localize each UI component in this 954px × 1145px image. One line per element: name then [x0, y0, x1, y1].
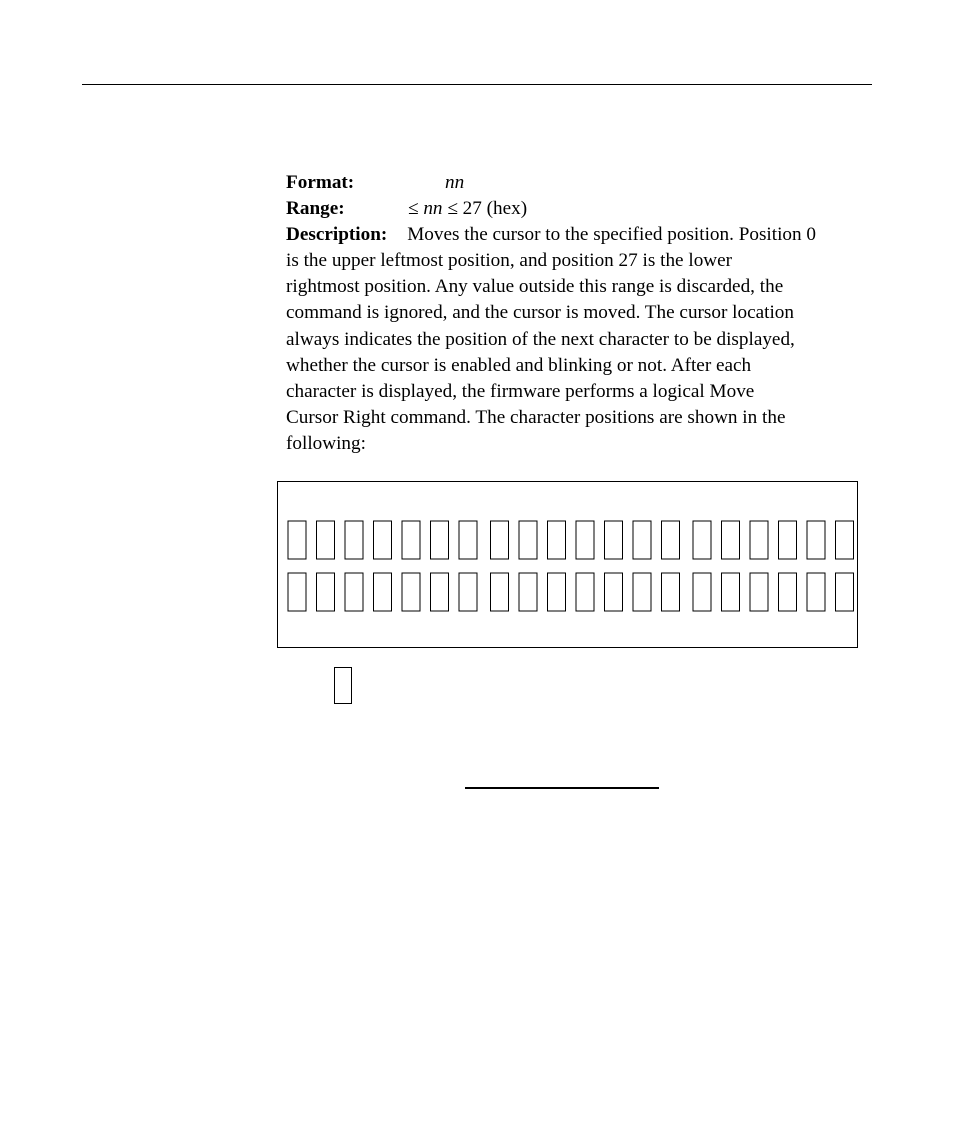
- command-fields: [286, 170, 876, 457]
- range-value: [408, 196, 527, 222]
- lcd-position-diagram: [277, 481, 858, 648]
- lcd-cell-r1-c11: [605, 573, 623, 611]
- lcd-cell-r0-c5: [431, 521, 449, 559]
- range-suffix: ≤ 27 (hex): [442, 198, 528, 220]
- lcd-cell-r0-c9: [548, 521, 566, 559]
- lcd-cell-r0-c8: [519, 521, 537, 559]
- description-label: Description:: [286, 224, 388, 246]
- range-label: Range:: [286, 198, 345, 220]
- lcd-cell-r0-c6: [459, 521, 477, 559]
- description-line-3: command is ignored, and the cursor is moved. The cursor location: [286, 302, 794, 324]
- description-line-6: character is displayed, the firmware performs a logical Move: [286, 380, 755, 402]
- format-value: nn: [445, 172, 465, 193]
- lcd-cell-r0-c1: [317, 521, 335, 559]
- lcd-cell-r1-c2: [345, 573, 363, 611]
- lcd-cell-r0-c3: [374, 521, 392, 559]
- lcd-cell-r0-c10: [576, 521, 594, 559]
- lcd-cell-r0-c16: [750, 521, 768, 559]
- lcd-cell-r1-c14: [693, 573, 711, 611]
- lcd-cells-svg: [278, 482, 859, 649]
- lcd-cell-r0-c0: [288, 521, 306, 559]
- description-line-1: is the upper leftmost position, and position 27 is the lower: [286, 250, 733, 272]
- description-line-7: Cursor Right command. The character positions are shown in the: [286, 406, 786, 428]
- lcd-cell-r0-c19: [836, 521, 854, 559]
- lcd-cell-r1-c17: [779, 573, 797, 611]
- lcd-cell-r1-c19: [836, 573, 854, 611]
- lcd-cell-r0-c18: [807, 521, 825, 559]
- lcd-cell-r1-c4: [402, 573, 420, 611]
- description-paragraph: [286, 222, 872, 457]
- lcd-cell-r0-c12: [633, 521, 651, 559]
- range-variable: nn: [423, 198, 443, 220]
- range-row: [286, 196, 876, 222]
- lcd-cell-r1-c9: [548, 573, 566, 611]
- description-line-0: [286, 222, 872, 248]
- lcd-cell-r0-c13: [662, 521, 680, 559]
- lcd-cell-r1-c6: [459, 573, 477, 611]
- lcd-cell-r1-c7: [491, 573, 509, 611]
- lcd-cell-r1-c1: [317, 573, 335, 611]
- lcd-cell-r0-c2: [345, 521, 363, 559]
- lcd-cell-r0-c15: [722, 521, 740, 559]
- lcd-cell-r1-c8: [519, 573, 537, 611]
- header-rule: [82, 84, 872, 85]
- cursor-block-icon: [334, 667, 352, 704]
- lcd-cell-r1-c15: [722, 573, 740, 611]
- footer-rule: [465, 787, 659, 789]
- lcd-cell-r1-c3: [374, 573, 392, 611]
- range-prefix: ≤: [408, 198, 424, 220]
- lcd-cell-r0-c11: [605, 521, 623, 559]
- lcd-cell-r1-c12: [633, 573, 651, 611]
- lcd-cell-r1-c16: [750, 573, 768, 611]
- description-text-0: Moves the cursor to the specified position. Position 0: [407, 224, 817, 246]
- format-row: [286, 170, 876, 196]
- description-line-8: following:: [286, 432, 366, 454]
- lcd-cell-r0-c14: [693, 521, 711, 559]
- lcd-cell-r0-c17: [779, 521, 797, 559]
- lcd-cell-r1-c10: [576, 573, 594, 611]
- description-line-5: whether the cursor is enabled and blinking or not. After each: [286, 354, 752, 376]
- format-label: Format:: [286, 172, 355, 193]
- description-line-4: always indicates the position of the next character to be displayed,: [286, 328, 795, 350]
- description-line-2: rightmost position. Any value outside this range is discarded, the: [286, 276, 784, 298]
- lcd-cell-r0-c7: [491, 521, 509, 559]
- lcd-cell-r0-c4: [402, 521, 420, 559]
- lcd-cell-r1-c0: [288, 573, 306, 611]
- lcd-cell-r1-c13: [662, 573, 680, 611]
- lcd-cell-r1-c18: [807, 573, 825, 611]
- lcd-cell-r1-c5: [431, 573, 449, 611]
